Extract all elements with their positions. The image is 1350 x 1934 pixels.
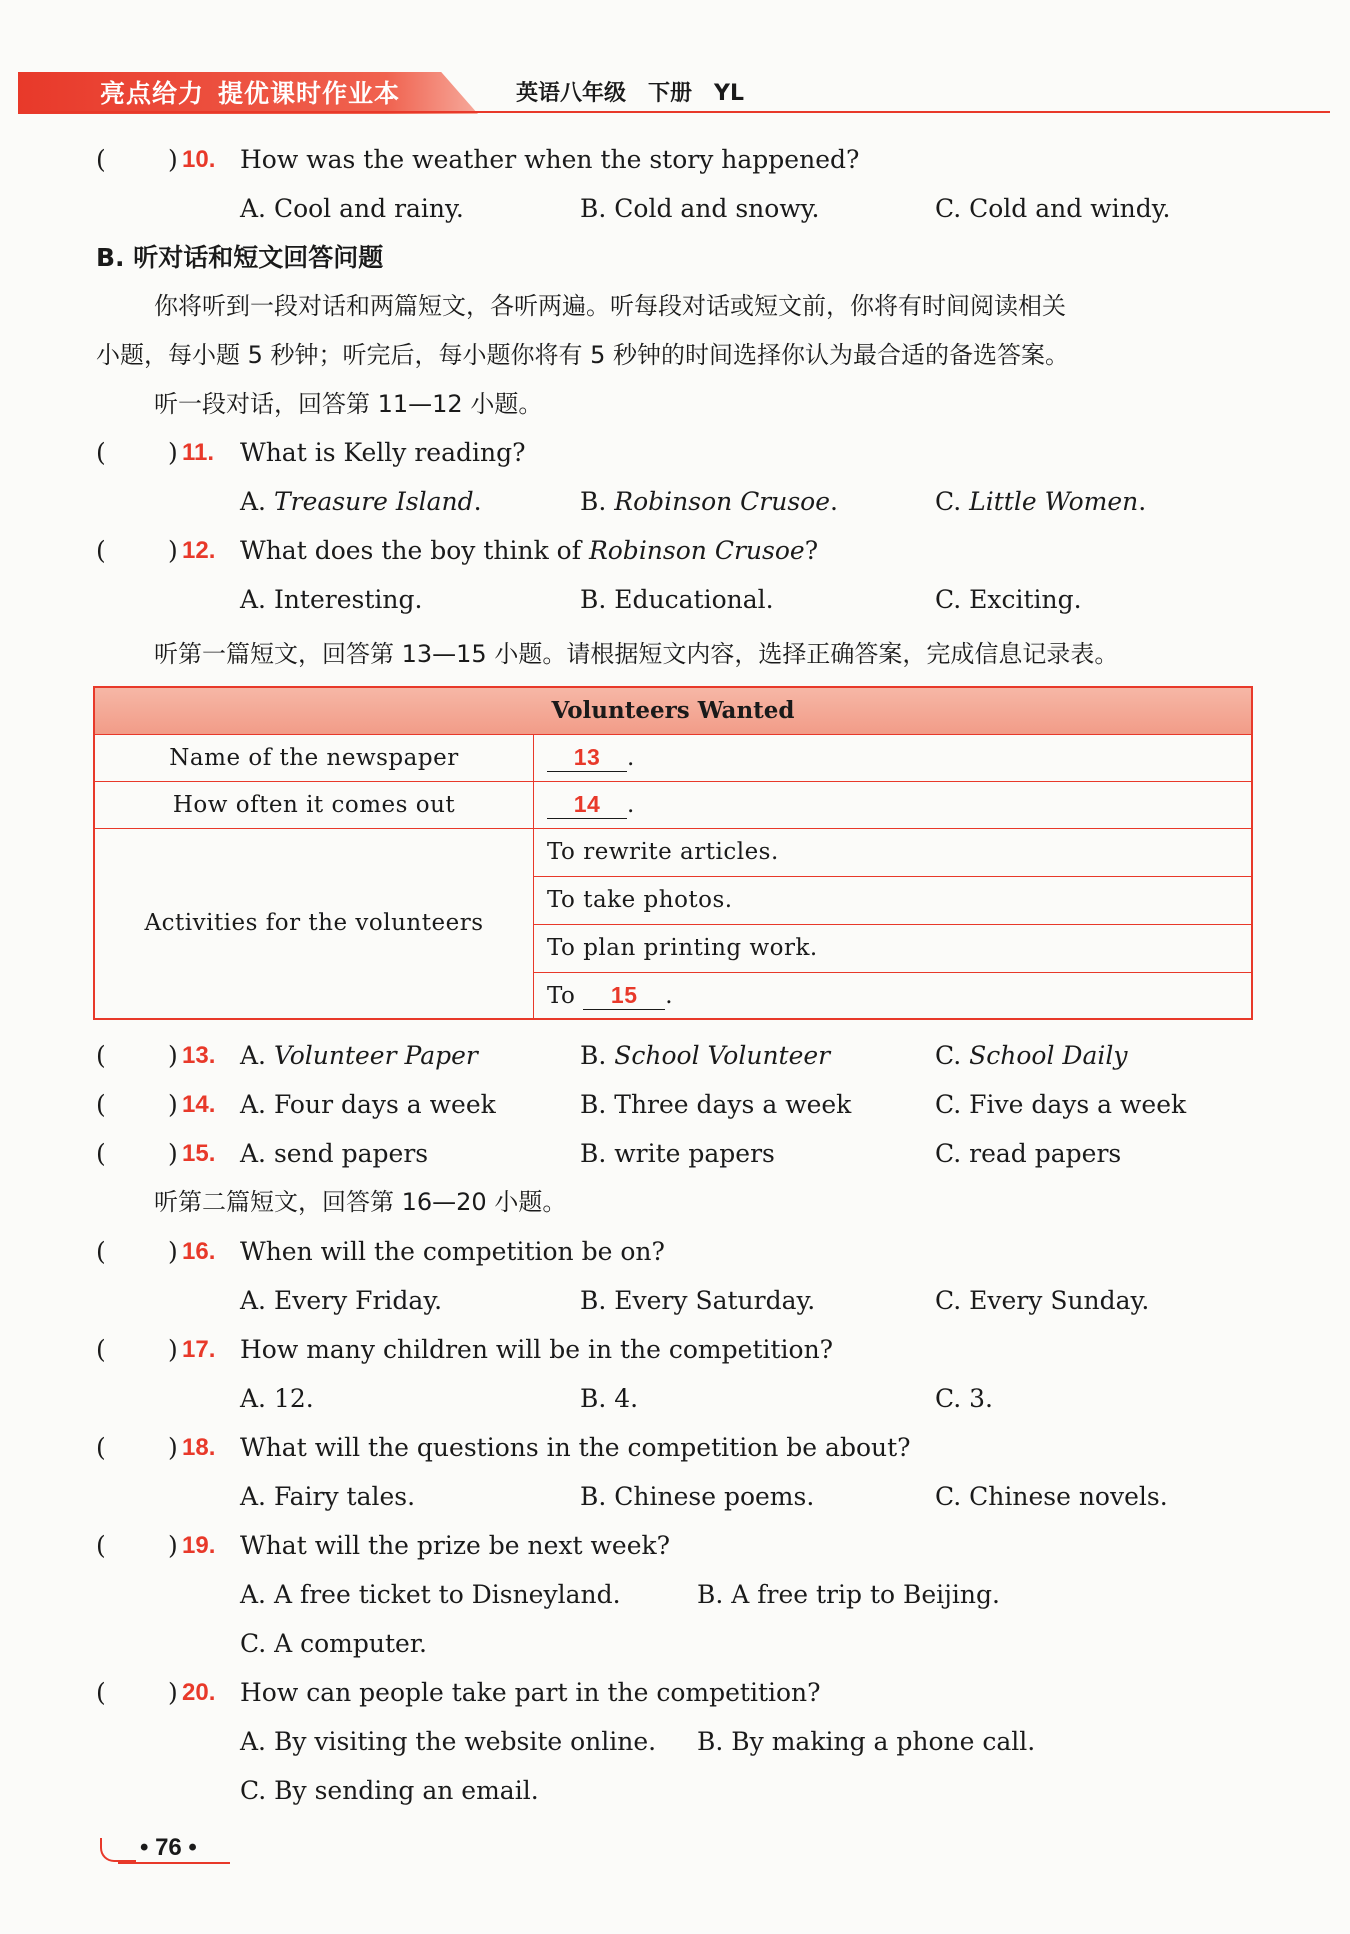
table-column-divider <box>533 734 534 1020</box>
book-title: Treasure Island <box>273 487 474 516</box>
question-text: How was the weather when the story happened? <box>240 145 860 174</box>
passage-2-intro: 听第二篇短文，回答第 16—20 小题。 <box>154 1188 567 1216</box>
option-b[interactable]: B. A free trip to Beijing. <box>697 1580 1000 1609</box>
answer-paren-close: ) <box>168 1335 178 1364</box>
option-b[interactable] <box>580 482 838 522</box>
answer-paren-open[interactable]: ( <box>96 1678 106 1707</box>
option-a[interactable]: A. 12. <box>240 1384 314 1413</box>
question-number: 10. <box>182 146 216 173</box>
blank-13[interactable]: 13 <box>547 743 627 772</box>
question-10 <box>0 140 1300 180</box>
option-b[interactable]: B. Cold and snowy. <box>580 194 820 223</box>
answer-paren-open[interactable]: ( <box>96 1433 106 1462</box>
option-a[interactable] <box>240 1036 478 1076</box>
option-a[interactable] <box>240 482 482 522</box>
option-letter: B. <box>580 1041 615 1070</box>
question-20-options <box>0 1722 1300 1762</box>
option-letter: A. <box>240 1041 274 1070</box>
row-label-activities: Activities for the volunteers <box>144 910 484 936</box>
question-18-options <box>0 1477 1300 1517</box>
book-title: Little Women <box>969 487 1139 516</box>
answer-paren-open[interactable]: ( <box>96 438 106 467</box>
option-a[interactable]: A. Fairy tales. <box>240 1482 416 1511</box>
question-number: 13. <box>182 1042 216 1069</box>
question-16 <box>0 1232 1300 1272</box>
question-11-options <box>0 482 1300 522</box>
question-number: 16. <box>182 1238 216 1265</box>
answer-paren-open[interactable]: ( <box>96 1090 106 1119</box>
answer-paren-close: ) <box>168 1237 178 1266</box>
blank-14[interactable]: 14 <box>547 790 627 819</box>
blank-end: . <box>627 745 635 771</box>
table-title: Volunteers Wanted <box>95 688 1251 735</box>
question-text: What will the prize be next week? <box>240 1531 671 1560</box>
option-c[interactable]: C. Chinese novels. <box>935 1482 1168 1511</box>
section-b-intro-line-1: 你将听到一段对话和两篇短文，各听两遍。听每段对话或短文前，你将有时间阅读相关 <box>154 292 1066 320</box>
footer-ornament <box>100 1838 136 1862</box>
answer-paren-close: ) <box>168 1531 178 1560</box>
option-c[interactable]: C. Cold and windy. <box>935 194 1171 223</box>
option-a[interactable]: A. Cool and rainy. <box>240 194 464 223</box>
answer-paren-close: ) <box>168 1139 178 1168</box>
answer-paren-open[interactable]: ( <box>96 1041 106 1070</box>
question-text: How many children will be in the competition? <box>240 1335 834 1364</box>
edition-label: YL <box>714 81 744 106</box>
question-text-end: ? <box>804 536 819 565</box>
option-b[interactable]: B. write papers <box>580 1139 775 1168</box>
question-16-options <box>0 1281 1300 1321</box>
option-a[interactable]: A. By visiting the website online. <box>240 1727 657 1756</box>
option-c[interactable]: C. Five days a week <box>935 1090 1187 1119</box>
question-text <box>240 531 818 571</box>
answer-paren-close: ) <box>168 1433 178 1462</box>
activity-blank <box>547 973 673 1019</box>
option-b[interactable]: B. 4. <box>580 1384 639 1413</box>
blank-end: . <box>627 792 635 818</box>
question-number: 15. <box>182 1140 216 1167</box>
answer-paren-close: ) <box>168 1678 178 1707</box>
answer-paren-close: ) <box>168 145 178 174</box>
question-20-options-row-2 <box>0 1771 1300 1811</box>
option-a[interactable]: A. A free ticket to Disneyland. <box>240 1580 621 1609</box>
answer-paren-open[interactable]: ( <box>96 536 106 565</box>
question-12 <box>0 531 1300 571</box>
option-letter: C. <box>935 1041 970 1070</box>
activity-printing: To plan printing work. <box>547 935 818 961</box>
option-end: . <box>830 487 838 516</box>
footer-rule <box>118 1862 230 1864</box>
question-19-options <box>0 1575 1300 1615</box>
row-value-frequency <box>547 782 635 828</box>
question-18 <box>0 1428 1300 1468</box>
volunteers-table <box>93 686 1253 1020</box>
answer-paren-close: ) <box>168 1090 178 1119</box>
row-value-newspaper <box>547 735 635 781</box>
volume-label: 下册 <box>648 81 693 106</box>
option-a[interactable]: A. send papers <box>240 1139 429 1168</box>
brand-series: 提优课时作业本 <box>218 79 401 108</box>
question-text: How can people take part in the competition? <box>240 1678 821 1707</box>
book-title: Robinson Crusoe <box>588 536 805 565</box>
question-14 <box>0 1085 1300 1125</box>
question-number: 12. <box>182 537 216 564</box>
option-c[interactable] <box>935 482 1146 522</box>
section-b-title: B. 听对话和短文回答问题 <box>96 243 384 272</box>
question-number: 19. <box>182 1532 216 1559</box>
option-c[interactable] <box>935 1036 1127 1076</box>
newspaper-title: School Volunteer <box>614 1041 831 1070</box>
option-c[interactable]: C. By sending an email. <box>240 1776 539 1805</box>
brand-name: 亮点给力 <box>100 79 205 108</box>
book-title: Robinson Crusoe <box>614 487 831 516</box>
option-b[interactable]: B. Educational. <box>580 585 774 614</box>
question-text: What is Kelly reading? <box>240 438 526 467</box>
question-number: 11. <box>182 439 215 466</box>
blank-15[interactable]: 15 <box>583 981 665 1010</box>
option-b[interactable]: B. Every Saturday. <box>580 1286 816 1315</box>
option-a[interactable]: A. Every Friday. <box>240 1286 443 1315</box>
activity-rewrite: To rewrite articles. <box>547 839 779 865</box>
question-text: When will the competition be on? <box>240 1237 665 1266</box>
answer-paren-open[interactable]: ( <box>96 145 106 174</box>
option-c[interactable]: C. Every Sunday. <box>935 1286 1150 1315</box>
answer-paren-open[interactable]: ( <box>96 1531 106 1560</box>
question-11 <box>0 433 1300 473</box>
option-c[interactable]: C. Exciting. <box>935 585 1082 614</box>
option-b[interactable] <box>580 1036 830 1076</box>
header-subject <box>516 76 766 112</box>
option-letter: C. <box>935 487 970 516</box>
dialog-intro: 听一段对话，回答第 11—12 小题。 <box>154 390 543 418</box>
question-19-options-row-2 <box>0 1624 1300 1664</box>
answer-paren-close: ) <box>168 536 178 565</box>
question-12-options <box>0 580 1300 620</box>
question-15 <box>0 1134 1300 1174</box>
question-text: What will the questions in the competition be about? <box>240 1433 911 1462</box>
option-c[interactable]: C. 3. <box>935 1384 993 1413</box>
subject-label: 英语八年级 <box>516 81 627 106</box>
row-label-newspaper: Name of the newspaper <box>169 745 459 771</box>
question-number: 20. <box>182 1679 216 1706</box>
question-number: 18. <box>182 1434 216 1461</box>
question-20 <box>0 1673 1300 1713</box>
option-c[interactable]: C. read papers <box>935 1139 1122 1168</box>
question-text-start: What does the boy think of <box>240 536 589 565</box>
header-rule <box>18 111 1330 113</box>
answer-paren-open[interactable]: ( <box>96 1335 106 1364</box>
option-a[interactable]: A. Interesting. <box>240 585 423 614</box>
blank-end: . <box>665 983 674 1009</box>
question-13 <box>0 1036 1300 1076</box>
question-17 <box>0 1330 1300 1370</box>
answer-paren-open[interactable]: ( <box>96 1139 106 1168</box>
option-b[interactable]: B. By making a phone call. <box>697 1727 1036 1756</box>
row-label-frequency: How often it comes out <box>172 792 456 818</box>
answer-paren-open[interactable]: ( <box>96 1237 106 1266</box>
header-brand <box>100 76 414 112</box>
option-b[interactable]: B. Three days a week <box>580 1090 852 1119</box>
newspaper-title: Volunteer Paper <box>273 1041 478 1070</box>
answer-paren-close: ) <box>168 1041 178 1070</box>
activity-prefix: To <box>547 983 584 1009</box>
option-letter: B. <box>580 487 615 516</box>
question-19 <box>0 1526 1300 1566</box>
answer-paren-close: ) <box>168 438 178 467</box>
question-number: 14. <box>182 1091 216 1118</box>
page-number: • 76 • <box>140 1834 197 1861</box>
question-10-options <box>0 189 1300 229</box>
option-b[interactable]: B. Chinese poems. <box>580 1482 815 1511</box>
section-b-intro-line-2: 小题，每小题 5 秒钟；听完后，每小题你将有 5 秒钟的时间选择你认为最合适的备选答案。 <box>96 341 1070 369</box>
option-a[interactable]: A. Four days a week <box>240 1090 496 1119</box>
passage-1-intro: 听第一篇短文，回答第 13—15 小题。请根据短文内容，选择正确答案，完成信息记录表。 <box>154 640 1119 668</box>
question-number: 17. <box>182 1336 216 1363</box>
activity-photos: To take photos. <box>547 887 733 913</box>
option-end: . <box>1138 487 1147 516</box>
option-end: . <box>473 487 482 516</box>
option-c[interactable]: C. A computer. <box>240 1629 427 1658</box>
question-17-options <box>0 1379 1300 1419</box>
option-letter: A. <box>240 487 274 516</box>
newspaper-title: School Daily <box>969 1041 1128 1070</box>
